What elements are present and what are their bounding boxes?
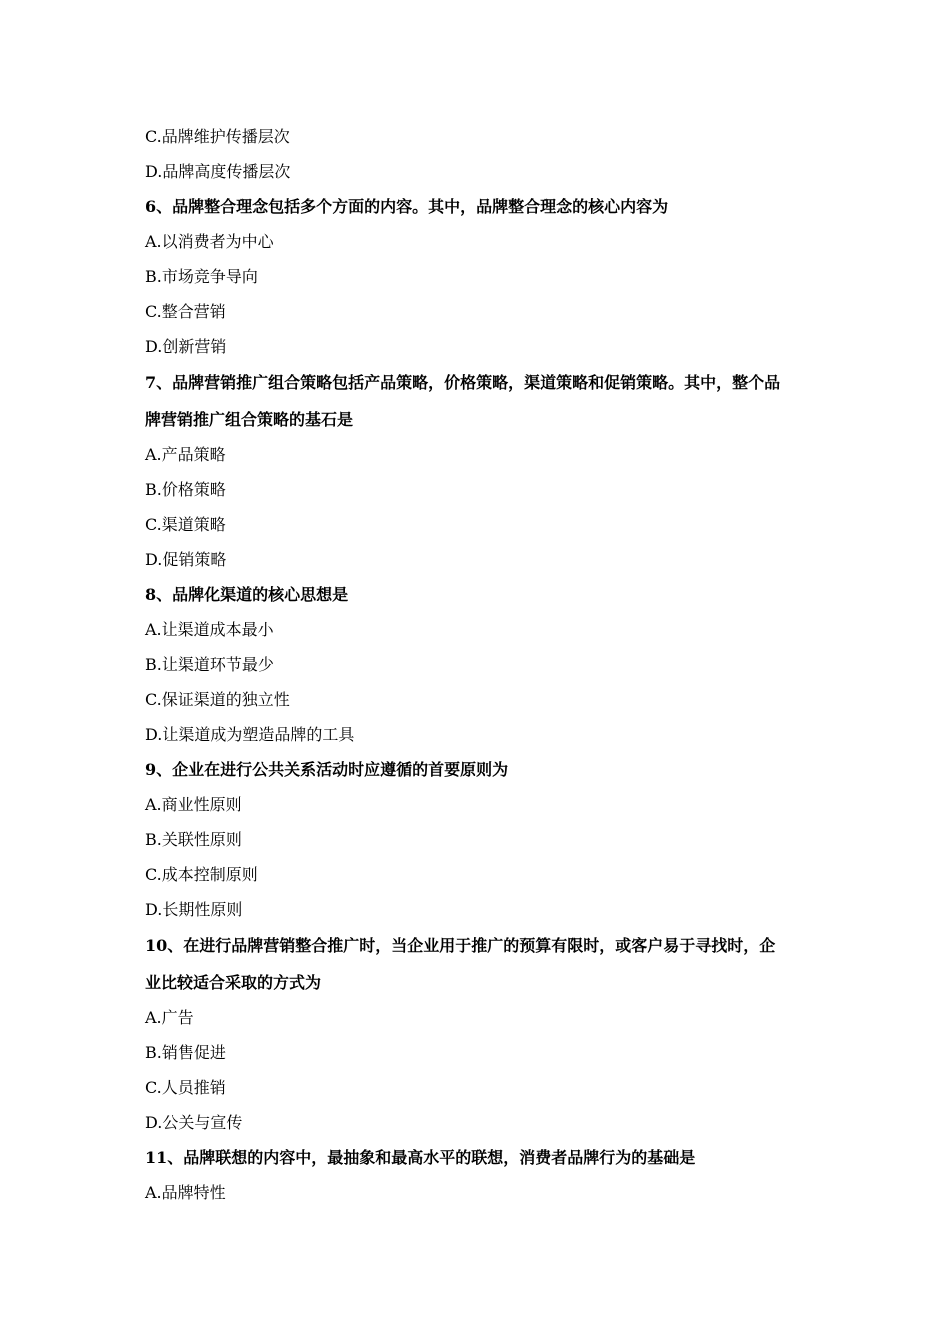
- question-line: 10、在进行品牌营销整合推广时，当企业用于推广的预算有限时，或客户易于寻找时，企: [145, 936, 776, 955]
- option-line: D.创新营销: [145, 337, 227, 356]
- question-line: 8、品牌化渠道的核心思想是: [145, 585, 349, 604]
- option-line: A.以消费者为中心: [145, 232, 274, 251]
- question-line: 7、品牌营销推广组合策略包括产品策略，价格策略，渠道策略和促销策略。其中，整个品: [145, 373, 781, 392]
- question-line: 9、企业在进行公共关系活动时应遵循的首要原则为: [145, 760, 509, 779]
- question-line: 6、品牌整合理念包括多个方面的内容。其中，品牌整合理念的核心内容为: [145, 197, 669, 216]
- option-line: A.品牌特性: [145, 1183, 226, 1202]
- option-line: B.市场竞争导向: [145, 267, 258, 286]
- option-line: B.价格策略: [145, 480, 226, 499]
- option-line: D.让渠道成为塑造品牌的工具: [145, 725, 355, 744]
- option-line: C.品牌维护传播层次: [145, 127, 290, 146]
- option-line: D.促销策略: [145, 550, 227, 569]
- option-line: C.人员推销: [145, 1078, 226, 1097]
- option-line: D.长期性原则: [145, 900, 243, 919]
- option-line: D.公关与宣传: [145, 1113, 243, 1132]
- option-line: A.广告: [145, 1008, 194, 1027]
- option-line: C.整合营销: [145, 302, 226, 321]
- option-line: C.保证渠道的独立性: [145, 690, 290, 709]
- option-line: C.渠道策略: [145, 515, 226, 534]
- option-line: A.让渠道成本最小: [145, 620, 274, 639]
- option-line: C.成本控制原则: [145, 865, 258, 884]
- question-line: 业比较适合采取的方式为: [145, 973, 322, 992]
- option-line: B.让渠道环节最少: [145, 655, 274, 674]
- option-line: A.产品策略: [145, 445, 226, 464]
- option-line: A.商业性原则: [145, 795, 242, 814]
- option-line: B.销售促进: [145, 1043, 226, 1062]
- question-line: 11、品牌联想的内容中，最抽象和最高水平的联想，消费者品牌行为的基础是: [145, 1148, 696, 1167]
- option-line: B.关联性原则: [145, 830, 242, 849]
- option-line: D.品牌高度传播层次: [145, 162, 291, 181]
- question-line: 牌营销推广组合策略的基石是: [145, 410, 354, 429]
